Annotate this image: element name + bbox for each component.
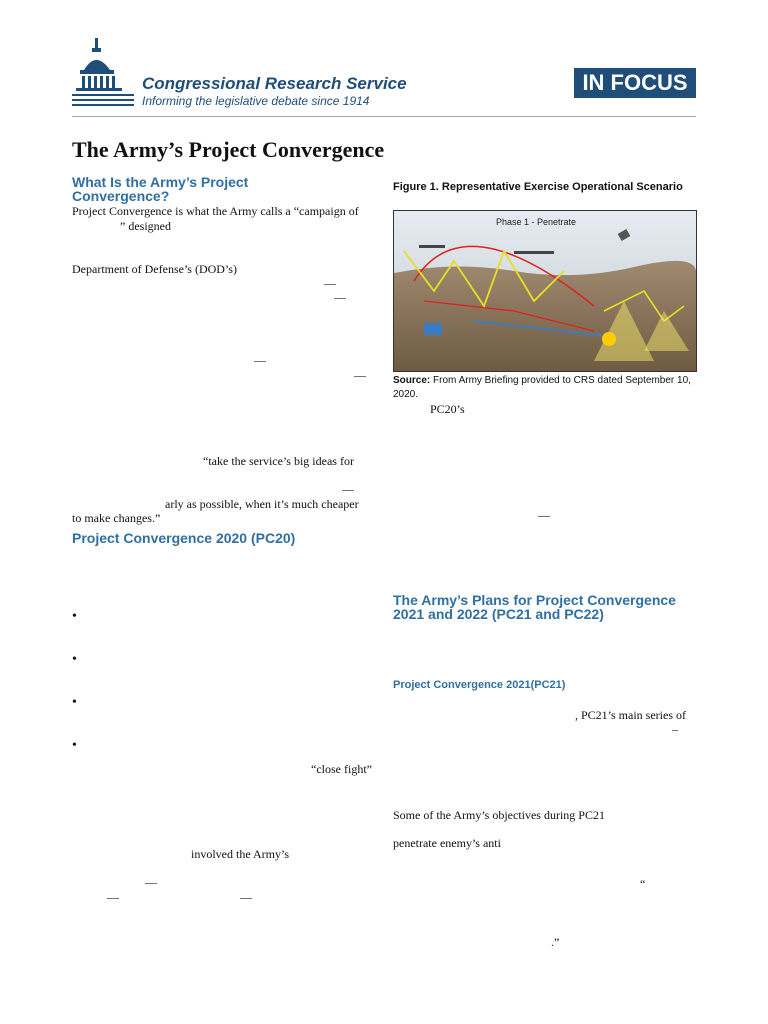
em-dash: — [538, 508, 550, 522]
em-dash: — [334, 290, 346, 304]
early-line: arly as possible, when it’s much cheaper [165, 497, 359, 511]
subheading-pc21: Project Convergence 2021(PC21) [393, 679, 566, 691]
involved-text: involved the Army’s [191, 847, 289, 861]
pc21-main-text: , PC21’s main series of [575, 708, 686, 722]
operational-scenario-illustration [394, 211, 696, 371]
objectives-text: Some of the Army’s objectives during PC21 [393, 808, 605, 822]
changes-line: to make changes.” [72, 511, 161, 525]
figure-image [393, 210, 697, 372]
em-dash: — [107, 890, 119, 904]
bullet: • [72, 738, 77, 753]
crs-logo [70, 36, 410, 110]
section-heading-what-is: What Is the Army’s Project Convergence? [72, 174, 249, 204]
source-text: From Army Briefing provided to CRS dated September 10, 2020. [393, 375, 691, 400]
header-divider [72, 116, 696, 117]
bullet: • [72, 652, 77, 667]
em-dash: — [324, 276, 336, 290]
em-dash: — [145, 875, 157, 889]
close-quote: .” [551, 935, 560, 949]
source-label: Source: [393, 375, 431, 386]
bullet: • [72, 695, 77, 710]
figure-caption: Figure 1. Representative Exercise Operational Scenario [393, 181, 683, 193]
close-fight-text: “close fight” [311, 762, 372, 776]
em-dash: — [254, 353, 266, 367]
bullet: • [72, 609, 77, 624]
section-heading-pc21-pc22: The Army’s Plans for Project Convergence 2021 and 2022 (PC21 and PC22) [393, 592, 676, 622]
capitol-dome-icon [70, 36, 140, 110]
pc20s-text: PC20’s [430, 402, 465, 416]
section-heading-pc20: Project Convergence 2020 (PC20) [72, 530, 296, 546]
p1-line1: Project Convergence is what the Army calls a “campaign of [72, 204, 359, 218]
figure-source [393, 374, 695, 402]
p1-line3: Department of Defense’s (DOD’s) [72, 262, 237, 276]
in-focus-badge: IN FOCUS [574, 68, 696, 98]
open-quote: “ [640, 877, 646, 891]
page-title: The Army’s Project Convergence [72, 137, 385, 162]
quote-line: “take the service’s big ideas for [203, 454, 354, 468]
org-tagline: Informing the legislative debate since 1914 [142, 94, 370, 108]
figure-phase-label: Phase 1 - Penetrate [496, 217, 577, 227]
en-dash: – [672, 722, 678, 736]
org-name: Congressional Research Service [142, 74, 407, 93]
em-dash: — [240, 890, 252, 904]
em-dash: — [354, 368, 366, 382]
p1-line2: ” designed [120, 219, 171, 233]
em-dash: — [342, 482, 354, 496]
penetrate-text: penetrate enemy’s anti [393, 836, 501, 850]
